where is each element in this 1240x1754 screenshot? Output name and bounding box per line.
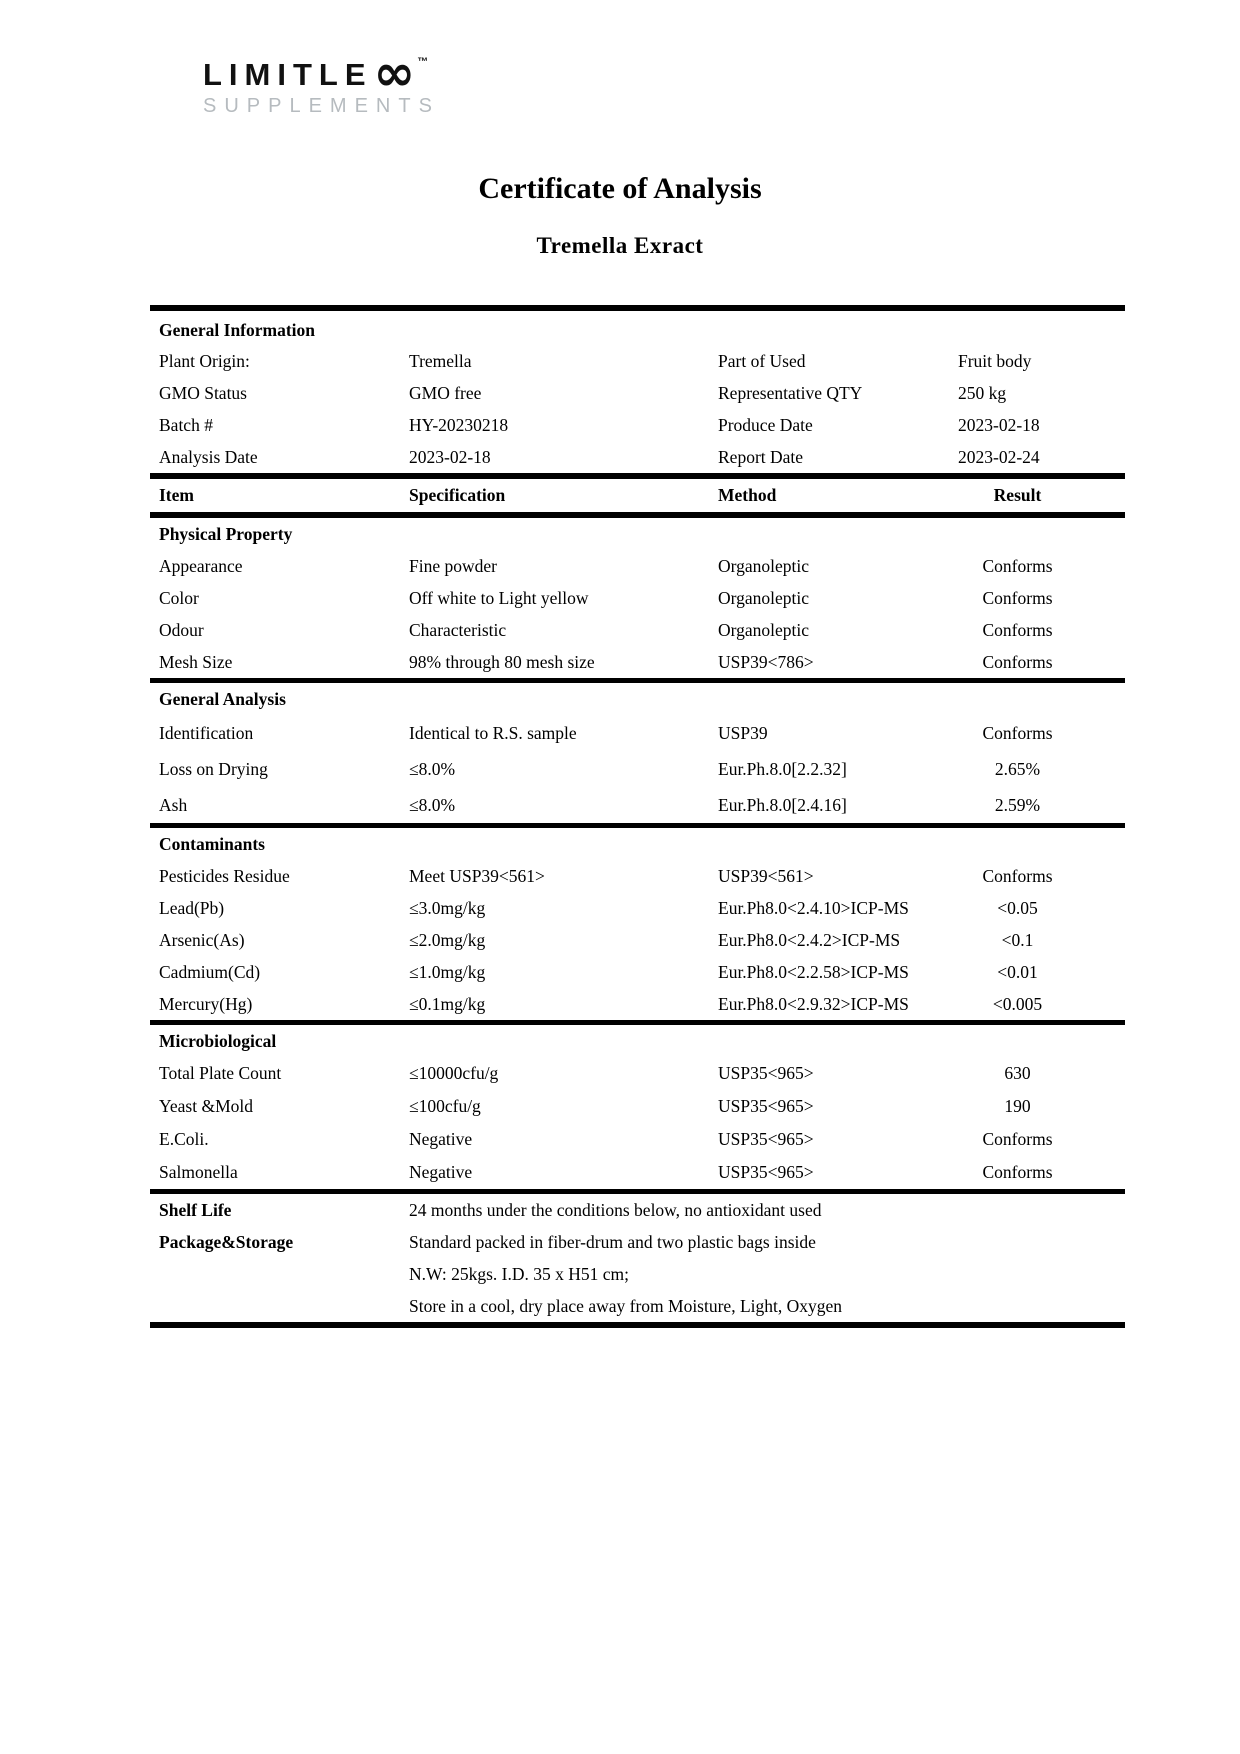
- storage-label: Package&Storage: [159, 1231, 294, 1252]
- cell-specification: Negative: [409, 1129, 473, 1149]
- section-heading: Microbiological: [159, 1030, 277, 1051]
- storage-row: [150, 1258, 1125, 1290]
- general-info-row: [150, 441, 1125, 473]
- infinity-icon: ∞: [373, 44, 416, 102]
- cell-result: Conforms: [982, 1162, 1053, 1182]
- general-info-row: [150, 409, 1125, 441]
- cell-result: Conforms: [982, 555, 1053, 576]
- cell-item: Mercury(Hg): [159, 993, 253, 1014]
- cell-method: USP35<965>: [718, 1129, 814, 1149]
- divider: [150, 1322, 1125, 1328]
- cell-result: 2.65%: [994, 758, 1041, 779]
- cell-result: Conforms: [982, 587, 1053, 608]
- cell-specification: ≤2.0mg/kg: [409, 929, 486, 950]
- general-info-value: 2023-02-18: [409, 446, 491, 467]
- cell-specification: Identical to R.S. sample: [409, 722, 577, 743]
- cell-result: <0.05: [997, 897, 1038, 918]
- column-header-method: Method: [718, 485, 777, 505]
- general-info-value: Tremella: [409, 350, 472, 371]
- table-row: [150, 1090, 1125, 1123]
- cell-method: USP39: [718, 722, 768, 743]
- certificate-table: [150, 305, 1125, 1328]
- storage-value: N.W: 25kgs. I.D. 35 x H51 cm;: [409, 1263, 630, 1284]
- storage-row: [150, 1290, 1125, 1322]
- table-row: [150, 646, 1125, 678]
- column-header-item: Item: [159, 485, 194, 505]
- table-row: [150, 1156, 1125, 1189]
- cell-result: 630: [1004, 1063, 1031, 1083]
- table-row: [150, 550, 1125, 582]
- cell-method: Eur.Ph8.0<2.2.58>ICP-MS: [718, 961, 909, 982]
- cell-specification: Meet USP39<561>: [409, 865, 545, 886]
- general-info-value: 2023-02-18: [958, 414, 1040, 435]
- storage-label: Shelf Life: [159, 1199, 232, 1220]
- cell-result: Conforms: [982, 619, 1053, 640]
- cell-result: Conforms: [982, 865, 1053, 886]
- cell-item: Ash: [159, 794, 188, 815]
- general-info-row: [150, 345, 1125, 377]
- section-mb: [150, 1025, 1125, 1189]
- cell-method: Eur.Ph8.0<2.4.10>ICP-MS: [718, 897, 909, 918]
- cell-item: Arsenic(As): [159, 929, 245, 950]
- cell-method: USP39<786>: [718, 651, 814, 672]
- table-row: [150, 715, 1125, 751]
- table-row: [150, 988, 1125, 1020]
- general-info-label: Batch #: [159, 414, 213, 435]
- general-info-label: Part of Used: [718, 350, 806, 371]
- storage-value: Store in a cool, dry place away from Moisture, Light, Oxygen: [409, 1295, 843, 1316]
- general-info-label: Representative QTY: [718, 382, 863, 403]
- general-info-row: [150, 377, 1125, 409]
- section-pp: [150, 518, 1125, 678]
- brand-logo-wordmark: [203, 44, 440, 102]
- cell-specification: ≤3.0mg/kg: [409, 897, 486, 918]
- brand-name-text: LIMITLE: [203, 57, 373, 92]
- general-info-value: 250 kg: [958, 382, 1007, 403]
- cell-result: Conforms: [982, 722, 1053, 743]
- table-row: [150, 787, 1125, 823]
- table-row: [150, 614, 1125, 646]
- cell-method: Eur.Ph.8.0[2.2.32]: [718, 758, 847, 779]
- cell-specification: ≤10000cfu/g: [409, 1063, 499, 1083]
- table-sections: [150, 518, 1125, 1194]
- cell-item: Total Plate Count: [159, 1063, 282, 1083]
- general-info-label: Plant Origin:: [159, 350, 250, 371]
- product-name: Tremella Exract: [536, 233, 704, 258]
- cell-method: Eur.Ph8.0<2.4.2>ICP-MS: [718, 929, 901, 950]
- cell-specification: ≤0.1mg/kg: [409, 993, 486, 1014]
- cell-item: E.Coli.: [159, 1129, 209, 1149]
- general-info-value: GMO free: [409, 382, 482, 403]
- cell-item: Appearance: [159, 555, 243, 576]
- cell-result: <0.005: [992, 993, 1043, 1014]
- logo-subtitle: SUPPLEMENTS: [203, 95, 440, 117]
- cell-item: Lead(Pb): [159, 897, 225, 918]
- cell-item: Loss on Drying: [159, 758, 268, 779]
- cell-method: Organoleptic: [718, 619, 810, 640]
- trademark-symbol: ™: [417, 56, 429, 68]
- cell-specification: Fine powder: [409, 555, 497, 576]
- section-ga: [150, 683, 1125, 823]
- section-heading: Physical Property: [159, 523, 293, 544]
- cell-method: Organoleptic: [718, 555, 810, 576]
- cell-specification: ≤8.0%: [409, 758, 456, 779]
- storage-value: Standard packed in fiber-drum and two plastic bags inside: [409, 1231, 816, 1252]
- brand-logo: [203, 44, 440, 118]
- table-row: [150, 860, 1125, 892]
- cell-result: 2.59%: [994, 794, 1041, 815]
- document-title: Certificate of Analysis: [478, 172, 762, 205]
- storage-row: [150, 1226, 1125, 1258]
- cell-specification: ≤8.0%: [409, 794, 456, 815]
- column-header-result: Result: [993, 485, 1042, 505]
- cell-method: USP35<965>: [718, 1162, 814, 1182]
- cell-item: Pesticides Residue: [159, 865, 290, 886]
- cell-specification: Off white to Light yellow: [409, 587, 589, 608]
- general-info-label: GMO Status: [159, 382, 247, 403]
- cell-specification: ≤100cfu/g: [409, 1096, 481, 1116]
- table-row: [150, 751, 1125, 787]
- section-heading: General Analysis: [159, 688, 286, 709]
- section-ct: [150, 828, 1125, 1020]
- cell-specification: Negative: [409, 1162, 473, 1182]
- table-header-row: [150, 479, 1125, 512]
- cell-method: USP39<561>: [718, 865, 814, 886]
- cell-result: Conforms: [982, 1129, 1053, 1149]
- cell-specification: ≤1.0mg/kg: [409, 961, 486, 982]
- cell-method: Eur.Ph.8.0[2.4.16]: [718, 794, 847, 815]
- cell-item: Odour: [159, 619, 204, 640]
- cell-result: Conforms: [982, 651, 1053, 672]
- table-row: [150, 1123, 1125, 1156]
- cell-result: <0.01: [997, 961, 1038, 982]
- table-row: [150, 924, 1125, 956]
- cell-method: USP35<965>: [718, 1063, 814, 1083]
- general-information-rows: [150, 345, 1125, 473]
- cell-item: Yeast &Mold: [159, 1096, 254, 1116]
- cell-item: Identification: [159, 722, 254, 743]
- table-row: [150, 1057, 1125, 1090]
- cell-item: Mesh Size: [159, 651, 233, 672]
- general-info-label: Report Date: [718, 446, 804, 467]
- cell-method: USP35<965>: [718, 1096, 814, 1116]
- cell-specification: Characteristic: [409, 619, 507, 640]
- general-info-label: Analysis Date: [159, 446, 258, 467]
- storage-value: 24 months under the conditions below, no antioxidant used: [409, 1199, 822, 1220]
- cell-method: Organoleptic: [718, 587, 810, 608]
- cell-item: Salmonella: [159, 1162, 238, 1182]
- general-info-value: HY-20230218: [409, 414, 509, 435]
- table-row: [150, 956, 1125, 988]
- section-heading: Contaminants: [159, 833, 265, 854]
- table-row: [150, 582, 1125, 614]
- cell-item: Cadmium(Cd): [159, 961, 261, 982]
- general-info-label: Produce Date: [718, 414, 813, 435]
- storage-row: [150, 1194, 1125, 1226]
- column-header-specification: Specification: [409, 485, 506, 505]
- cell-method: Eur.Ph8.0<2.9.32>ICP-MS: [718, 993, 909, 1014]
- general-info-value: Fruit body: [958, 350, 1032, 371]
- shelf-life-storage-block: [150, 1194, 1125, 1322]
- table-row: [150, 892, 1125, 924]
- cell-item: Color: [159, 587, 199, 608]
- cell-result: <0.1: [1001, 929, 1034, 950]
- cell-result: 190: [1004, 1096, 1031, 1116]
- section-heading-general-information: General Information: [159, 319, 316, 340]
- cell-specification: 98% through 80 mesh size: [409, 651, 595, 672]
- general-info-value: 2023-02-24: [958, 446, 1040, 467]
